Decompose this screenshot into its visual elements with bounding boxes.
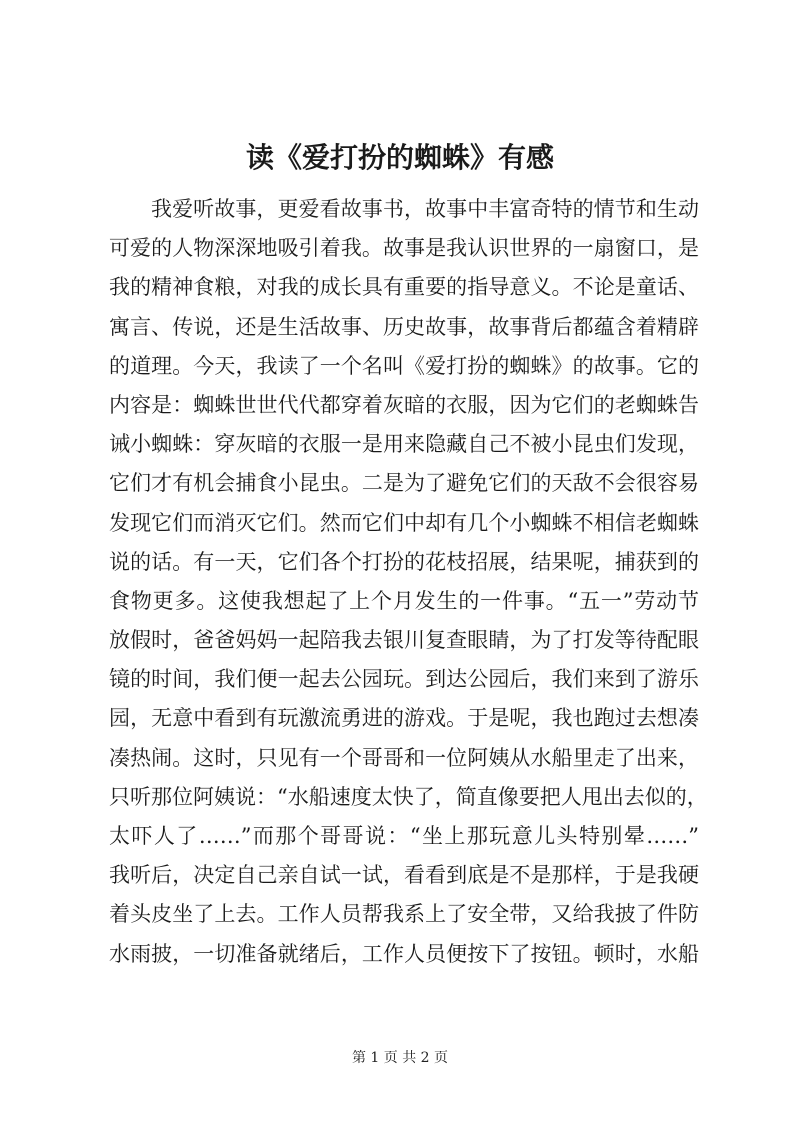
body-line: 的道理。今天，我读了一个名叫《爱打扮的蜘蛛》的故事。它的 xyxy=(109,353,699,378)
body-line: 说的话。有一天，它们各个打扮的花枝招展，结果呢，捕获到的 xyxy=(109,549,699,574)
document-body xyxy=(109,190,708,974)
body-line: 我的精神食粮，对我的成长具有重要的指导意义。不论是童话、 xyxy=(109,275,699,300)
body-line: 诫小蜘蛛：穿灰暗的衣服一是用来隐藏自己不被小昆虫们发现， xyxy=(109,432,699,457)
page-footer: 第 1 页 共 2 页 xyxy=(351,1050,449,1066)
body-line: 我爱听故事，更爱看故事书，故事中丰富奇特的情节和生动 xyxy=(151,197,699,221)
body-line: 可爱的人物深深地吸引着我。故事是我认识世界的一扇窗口，是 xyxy=(109,236,699,261)
body-line: 放假时，爸爸妈妈一起陪我去银川复查眼睛，为了打发等待配眼 xyxy=(109,628,699,653)
body-line: 只听那位阿姨说：“水船速度太快了，简直像要把人甩出去似的， xyxy=(109,784,708,809)
body-line: 发现它们而消灭它们。然而它们中却有几个小蜘蛛不相信老蜘蛛 xyxy=(109,510,699,535)
document-title: 读《爱打扮的蜘蛛》有感 xyxy=(245,141,554,174)
body-line: 我听后，决定自己亲自试一试，看看到底是不是那样，于是我硬 xyxy=(109,863,699,888)
body-line: 凑热闹。这时，只见有一个哥哥和一位阿姨从水船里走了出来， xyxy=(109,745,699,770)
body-line: 镜的时间，我们便一起去公园玩。到达公园后，我们来到了游乐 xyxy=(109,667,699,692)
body-line: 内容是：蜘蛛世世代代都穿着灰暗的衣服，因为它们的老蜘蛛告 xyxy=(109,392,699,417)
body-line: 它们才有机会捕食小昆虫。二是为了避免它们的天敌不会很容易 xyxy=(109,471,699,496)
body-line: 寓言、传说，还是生活故事、历史故事，故事背后都蕴含着精辟 xyxy=(109,314,699,339)
body-line: 园，无意中看到有玩激流勇进的游戏。于是呢，我也跑过去想凑 xyxy=(109,706,699,731)
body-line: 太吓人了……”而那个哥哥说：“坐上那玩意儿头特别晕……” xyxy=(109,824,699,848)
body-line: 水雨披，一切准备就绪后，工作人员便按下了按钮。顿时，水船 xyxy=(109,941,699,966)
body-line: 着头皮坐了上去。工作人员帮我系上了安全带，又给我披了件防 xyxy=(109,902,699,927)
body-line: 食物更多。这使我想起了上个月发生的一件事。“五一”劳动节 xyxy=(109,588,699,613)
